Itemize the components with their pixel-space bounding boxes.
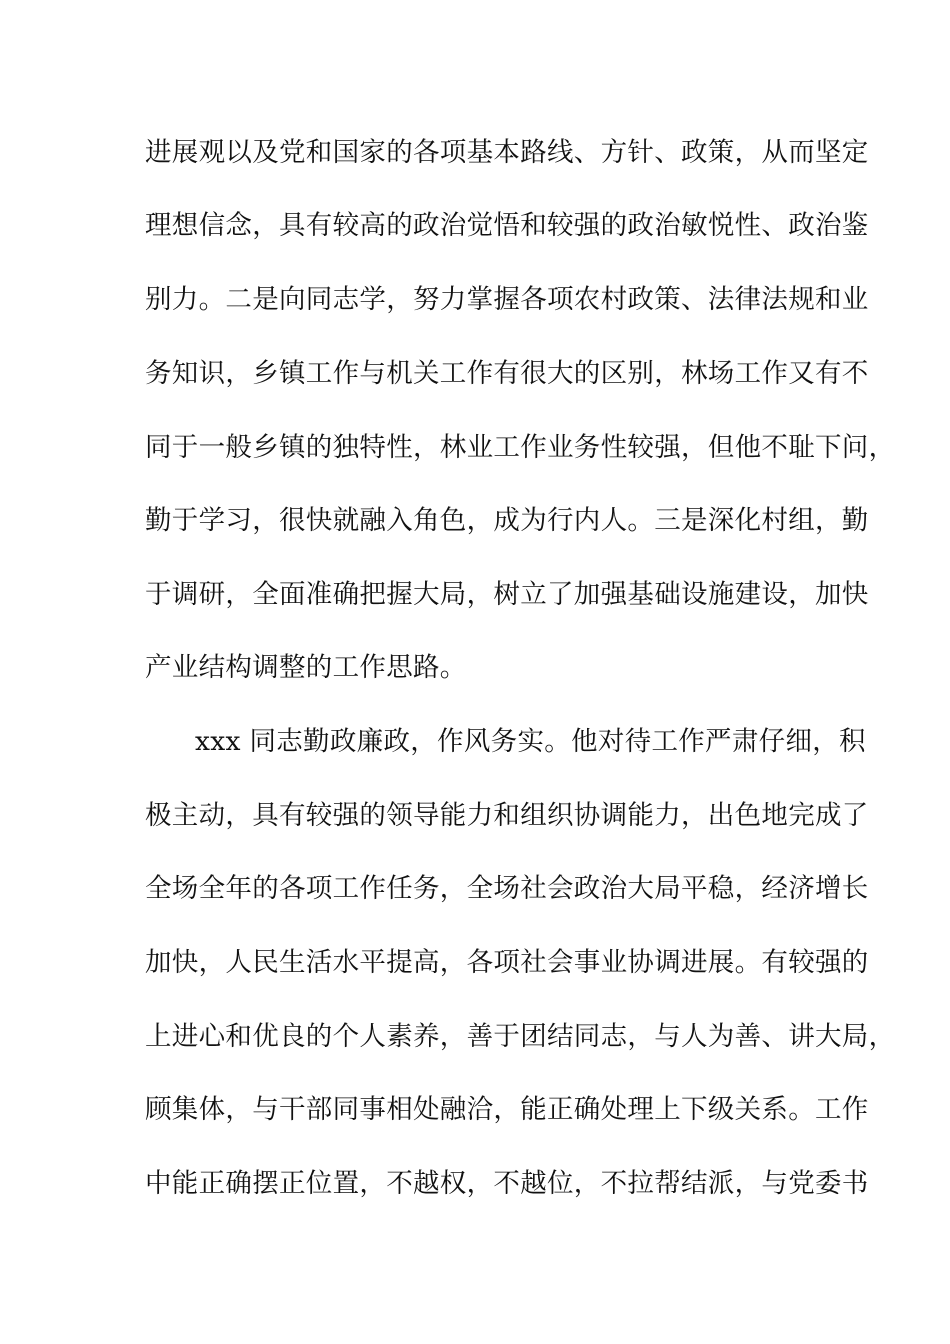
text-line: 上进心和优良的个人素养，善于团结同志，与人为善、讲大局， xyxy=(145,1021,896,1052)
text-line: 理想信念，具有较高的政治觉悟和较强的政治敏悦性、政治鉴 xyxy=(145,210,869,241)
text-line: 别力。二是向同志学，努力掌握各项农村政策、法律法规和业 xyxy=(145,284,869,315)
text-line: 加快，人民生活水平提高，各项社会事业协调进展。有较强的 xyxy=(145,947,869,978)
paragraph-first-line: xxx 同志勤政廉政，作风务实。他对待工作严肃仔细，积 xyxy=(195,726,866,757)
text-line: 极主动，具有较强的领导能力和组织协调能力，出色地完成了 xyxy=(145,800,869,831)
text-line: 进展观以及党和国家的各项基本路线、方针、政策，从而坚定 xyxy=(145,137,869,168)
text-line: 勤于学习，很快就融入角色，成为行内人。三是深化村组，勤 xyxy=(145,505,869,536)
text-line: 于调研，全面准确把握大局，树立了加强基础设施建设，加快 xyxy=(145,579,869,610)
text-line: 同于一般乡镇的独特性，林业工作业务性较强，但他不耻下问， xyxy=(145,432,896,463)
text-line: 顾集体，与干部同事相处融洽，能正确处理上下级关系。工作 xyxy=(145,1094,869,1125)
text-line: 务知识，乡镇工作与机关工作有很大的区别，林场工作又有不 xyxy=(145,358,869,389)
text-line: 中能正确摆正位置，不越权，不越位，不拉帮结派，与党委书 xyxy=(145,1168,869,1199)
text-line: 全场全年的各项工作任务，全场社会政治大局平稳，经济增长 xyxy=(145,873,869,904)
text-line: 产业结构调整的工作思路。 xyxy=(145,652,467,683)
